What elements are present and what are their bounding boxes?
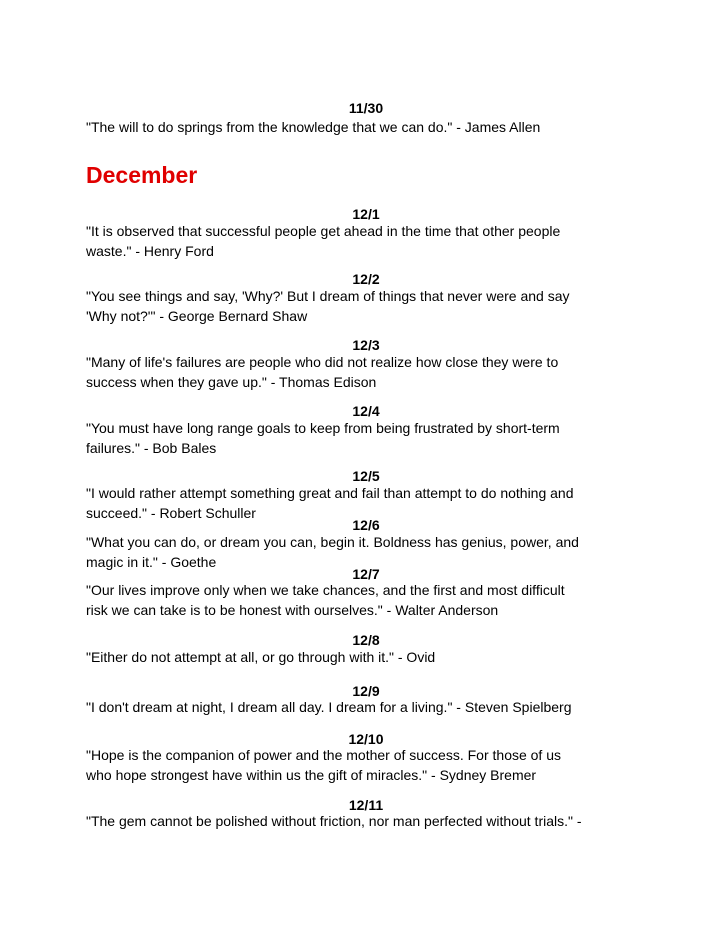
entry-date: 12/2: [352, 271, 380, 287]
entry-date: 12/8: [352, 632, 380, 648]
entry-quote: [86, 117, 646, 137]
entry-date: 12/6: [352, 517, 380, 533]
quote-line: "What you can do, or dream you can, begin it. Boldness has genius, power, and: [86, 534, 579, 550]
entry-date: 12/5: [352, 468, 380, 484]
entry-quote: [86, 418, 646, 458]
quote-line: "You must have long range goals to keep from being frustrated by short-term: [86, 420, 560, 436]
quote-line: failures." - Bob Bales: [86, 440, 217, 456]
entry-quote: [86, 745, 646, 785]
entry-quote: [86, 352, 646, 392]
entry-quote: [86, 811, 646, 831]
quote-line: "Either do not attempt at all, or go through with it." - Ovid: [86, 649, 436, 665]
entry-date: 12/11: [348, 797, 384, 813]
entry-quote: [86, 580, 646, 620]
quote-line: success when they gave up." - Thomas Edison: [86, 374, 377, 390]
entry-date: 12/3: [352, 337, 380, 353]
quote-line: "I would rather attempt something great and fail than attempt to do nothing and: [86, 485, 574, 501]
entry-date: 12/1: [352, 206, 380, 222]
entry-date: 12/4: [352, 403, 380, 419]
quote-line: "You see things and say, 'Why?' But I dream of things that never were and say: [86, 288, 570, 304]
quote-line: magic in it." - Goethe: [86, 554, 217, 570]
entry-quote: [86, 221, 646, 261]
entry-date: 12/10: [348, 731, 384, 747]
quote-line: "The will to do springs from the knowledge that we can do." - James Allen: [86, 119, 541, 135]
quote-line: "It is observed that successful people get ahead in the time that other people: [86, 223, 561, 239]
month-heading: December: [86, 162, 198, 188]
quote-line: who hope strongest have within us the gift of miracles." - Sydney Bremer: [86, 767, 537, 783]
quote-line: risk we can take is to be honest with ourselves." - Walter Anderson: [86, 602, 499, 618]
quote-line: "Our lives improve only when we take chances, and the first and most difficult: [86, 582, 565, 598]
quote-line: "The gem cannot be polished without friction, nor man perfected without trials." -: [86, 813, 582, 829]
entry-date: 12/9: [352, 683, 380, 699]
entry-quote: [86, 697, 646, 717]
quote-line: succeed." - Robert Schuller: [86, 505, 256, 521]
entry-quote: [86, 647, 646, 667]
entry-date: 11/30: [348, 100, 384, 116]
quote-line: 'Why not?'" - George Bernard Shaw: [86, 308, 308, 324]
quote-line: "I don't dream at night, I dream all day. I dream for a living." - Steven Spielberg: [86, 699, 572, 715]
quote-line: "Many of life's failures are people who did not realize how close they were to: [86, 354, 559, 370]
quote-line: waste." - Henry Ford: [86, 243, 214, 259]
quote-line: "Hope is the companion of power and the mother of success. For those of us: [86, 747, 562, 763]
entry-date: 12/7: [352, 566, 380, 582]
entry-quote: [86, 286, 646, 326]
